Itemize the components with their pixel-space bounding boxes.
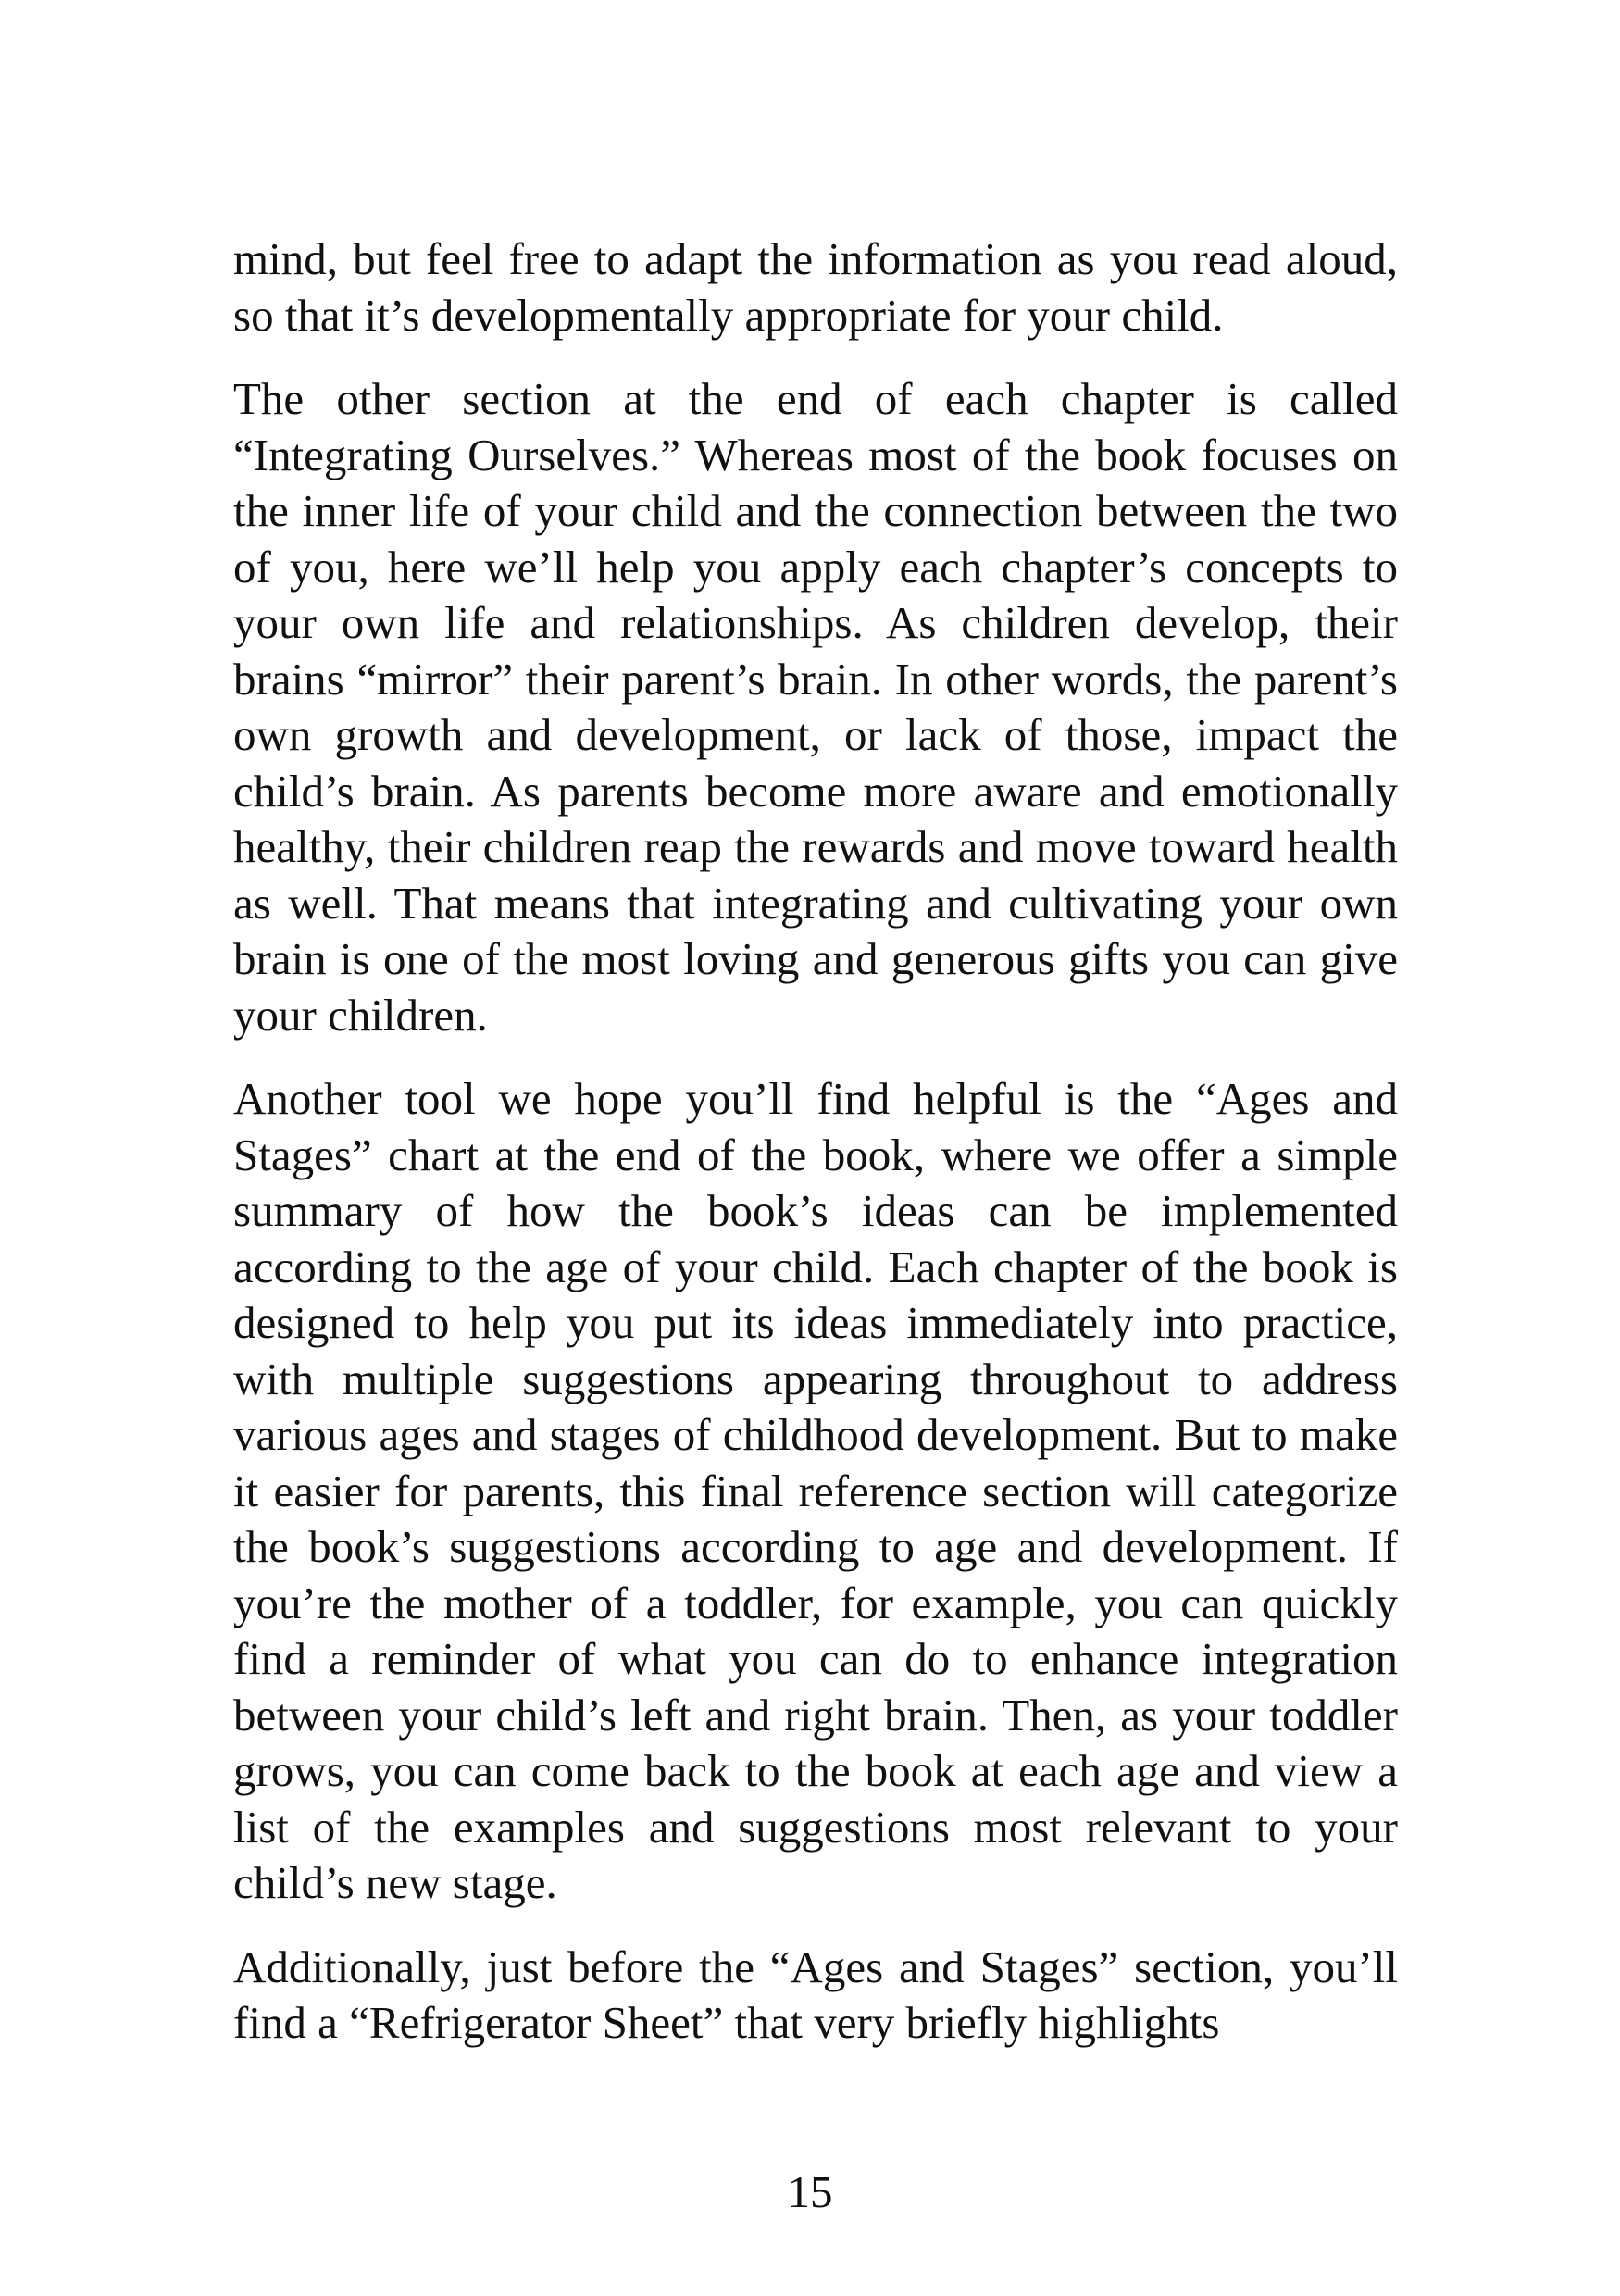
paragraph-4: Additionally, just before the “Ages and Stages” section, you’ll find a “Refrigerator Sheet” that very briefly highlights [233, 1940, 1398, 2048]
body-text [233, 231, 1398, 2079]
paragraph-1: mind, but feel free to adapt the information as you read aloud, so that it’s developmentally appropriate for your child. [233, 233, 1398, 341]
paragraph-2: The other section at the end of each chapter is called “Integrating Ourselves.” Whereas most of the book focuses on the inner life of your child and the connection between the two of you, here we’ll help you apply each chapter’s concepts to your own life and relationships. As children develop, their brains “mirror” their parent’s brain. In other words, the parent’s own growth and development, or lack of those, impact the child’s brain. As parents become more aware and emotionally healthy, their children reap the rewards and move toward health as well. That means that integrating and cultivating your own brain is one of the most loving and generous gifts you can give your children. [233, 373, 1398, 1041]
paragraph-3: Another tool we hope you’ll find helpful is the “Ages and Stages” chart at the end of the book, where we offer a simple summary of how the book’s ideas can be implemented according to the age of your child. Each chapter of the book is designed to help you put its ideas immediately into practice, with multiple suggestions appearing throughout to address various ages and stages of childhood development. But to make it easier for parents, this final reference section will categorize the book’s suggestions according to age and development. If you’re the mother of a toddler, for example, you can quickly find a reminder of what you can do to enhance integration between your child’s left and right brain. Then, as your toddler grows, you can come back to the book at each age and view a list of the examples and suggestions most relevant to your child’s new stage. [233, 1073, 1398, 1908]
page-number: 15 [787, 2166, 833, 2217]
